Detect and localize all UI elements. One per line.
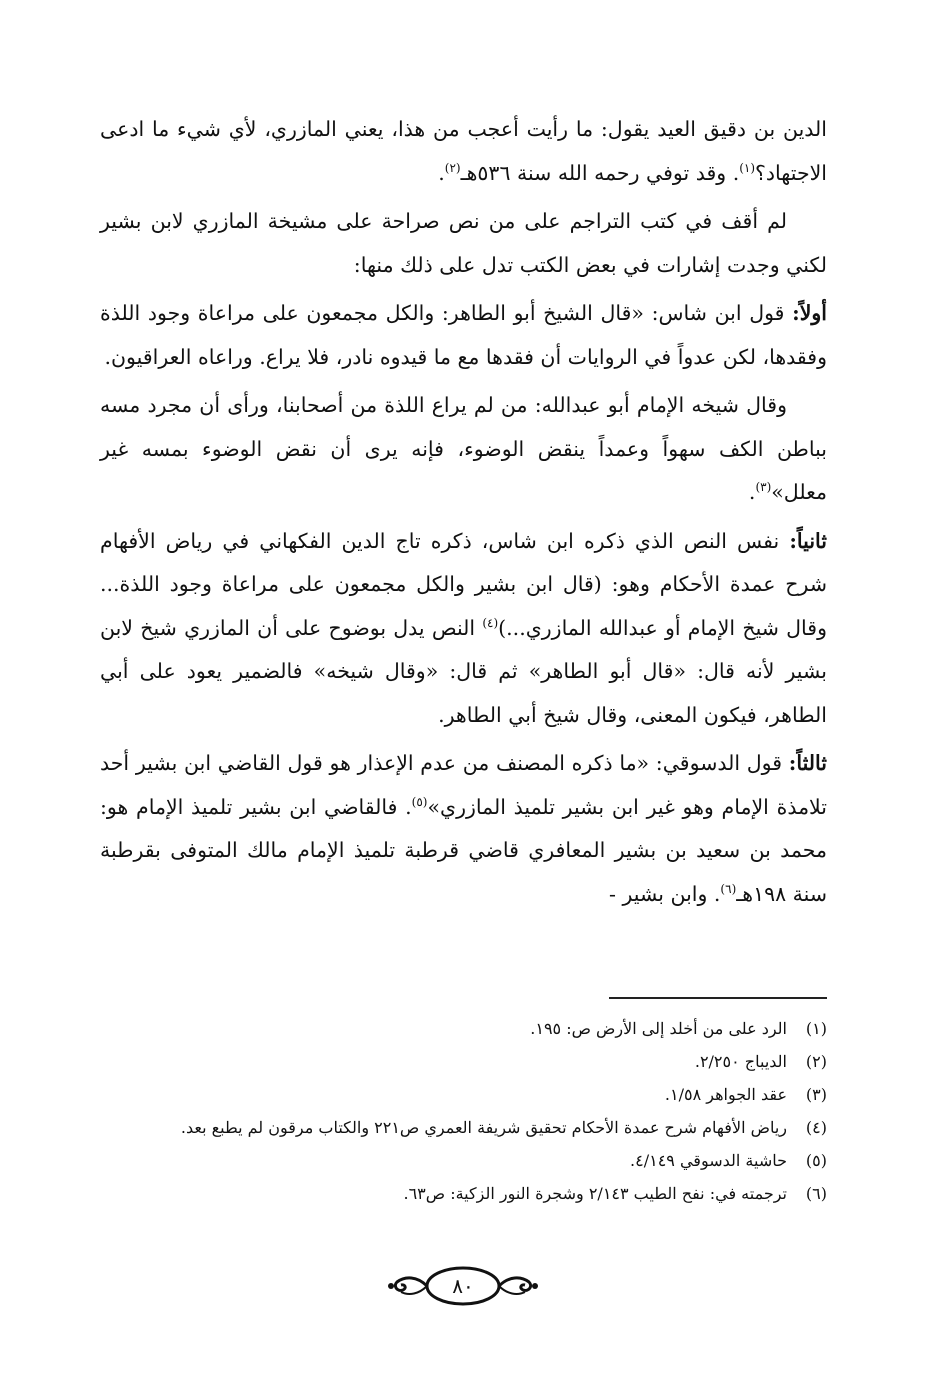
page-number-ornament (383, 1262, 543, 1314)
paragraph-text-cont: . وقد توفي رحمه الله سنة ٥٣٦هـ (460, 160, 740, 185)
footnote-number: (٤) (805, 1118, 827, 1137)
paragraph-3 (100, 292, 827, 379)
paragraph-text: قول ابن شاس: «قال الشيخ أبو الطاهر: والكل مجمعون على مراعاة وجود اللذة وفقدها، لكن عدواً في الروايات أن فقدها مع ما قيدوه نادر، فلا يراع. وراعاه العراقيون. (100, 301, 827, 369)
paragraph-text: الدين بن دقيق العيد يقول: ما رأيت أعجب من هذا، يعني المازري، لأي شيء ما ادعى الاجتهاد؟ (100, 117, 827, 185)
paragraph-text-end: . (748, 480, 756, 504)
footnote-ref-2: (٢) (444, 160, 461, 175)
footnote-ref-1: (١) (739, 160, 756, 175)
footnote-text: عقد الجواهر ١/٥٨. (664, 1085, 787, 1104)
footnote-item (100, 1078, 827, 1111)
footnote-number: (٥) (805, 1151, 827, 1170)
paragraph-2 (100, 200, 827, 287)
footnote-ref-3: (٣) (755, 480, 772, 495)
page-number: ٨٠ (452, 1274, 474, 1298)
footnote-item (100, 1144, 827, 1177)
paragraph-4 (100, 384, 827, 515)
paragraph-5 (100, 520, 827, 738)
paragraph-text-cont: النص يدل بوضوح على أن المازري شيخ لابن بشير لأنه قال: «قال أبو الطاهر» ثم قال: «وقال شيخه» فالضمير يعود على أبي الطاهر، فيكون المعنى، وقال شيخ أبي الطاهر. (100, 615, 827, 727)
footnote-item (100, 1045, 827, 1078)
footnote-number: (٣) (805, 1085, 827, 1104)
paragraph-6 (100, 742, 827, 916)
footnote-ref-6: (٦) (720, 881, 737, 896)
paragraph-1 (100, 108, 827, 195)
paragraph-lead: ثالثاً: (788, 751, 827, 775)
footnote-number: (٢) (805, 1052, 827, 1071)
paragraph-text: نفس النص الذي ذكره ابن شاس، ذكره تاج الدين الفكهاني في رياض الأفهام شرح عمدة الأحكام وهو: (قال ابن بشير والكل مجمعون على مراعاة وجود اللذة... وقال شيخ الإمام أو عبدالله المازري...) (100, 528, 828, 640)
paragraph-lead: أولاً: (792, 301, 827, 325)
main-text (100, 108, 827, 921)
footnote-text: حاشية الدسوقي ٤/١٤٩. (630, 1151, 787, 1170)
footnote-text: الديباج ٢/٢٥٠. (694, 1052, 787, 1071)
footnote-item (100, 1111, 827, 1144)
footnote-text: الرد على من أخلد إلى الأرض ص: ١٩٥. (530, 1019, 787, 1038)
paragraph-text-end: . (438, 160, 445, 185)
paragraph-text: قول الدسوقي: «ما ذكره المصنف من عدم الإعذار هو قول القاضي ابن بشير أحد تلامذة الإمام وهو غير ابن بشير تلميذ المازري» (100, 751, 827, 819)
paragraph-text-end: . وابن بشير - (609, 881, 721, 906)
footnotes (100, 1012, 827, 1210)
footnote-number: (٦) (805, 1184, 827, 1203)
footnote-item (100, 1177, 827, 1210)
footnote-item (100, 1012, 827, 1045)
footnote-ref-5: (٥) (411, 794, 428, 809)
footnote-ref-4: (٤) (482, 615, 499, 630)
footnote-separator (609, 997, 827, 999)
footnote-text: رياض الأفهام شرح عمدة الأحكام تحقيق شريفة العمري ص٢٢١ والكتاب مرقون لم يطبع بعد. (180, 1118, 787, 1137)
paragraph-text: وقال شيخه الإمام أبو عبدالله: من لم يراع اللذة من أصحابنا، ورأى أن مجرد مسه بباطن الكف سهواً وعمداً ينقض الوضوء، فإنه يرى أن نقض الوضوء بمسه غير معلل» (100, 393, 827, 504)
paragraph-lead: ثانياً: (789, 528, 827, 553)
footnote-number: (١) (805, 1019, 827, 1038)
paragraph-text: لم أقف في كتب التراجم على من نص صراحة على مشيخة المازري لابن بشير لكني وجدت إشارات في بعض الكتب تدل على ذلك منها: (100, 209, 827, 277)
footnote-text: ترجمته في: نفح الطيب ٢/١٤٣ وشجرة النور الزكية: ص٦٣. (403, 1184, 787, 1203)
paragraph-text-cont: . فالقاضي ابن بشير تلميذ الإمام هو: محمد بن سعيد بن بشير المعافري قاضي قرطبة تلميذ الإمام مالك المتوفى بقرطبة سنة ١٩٨هـ (100, 794, 827, 906)
